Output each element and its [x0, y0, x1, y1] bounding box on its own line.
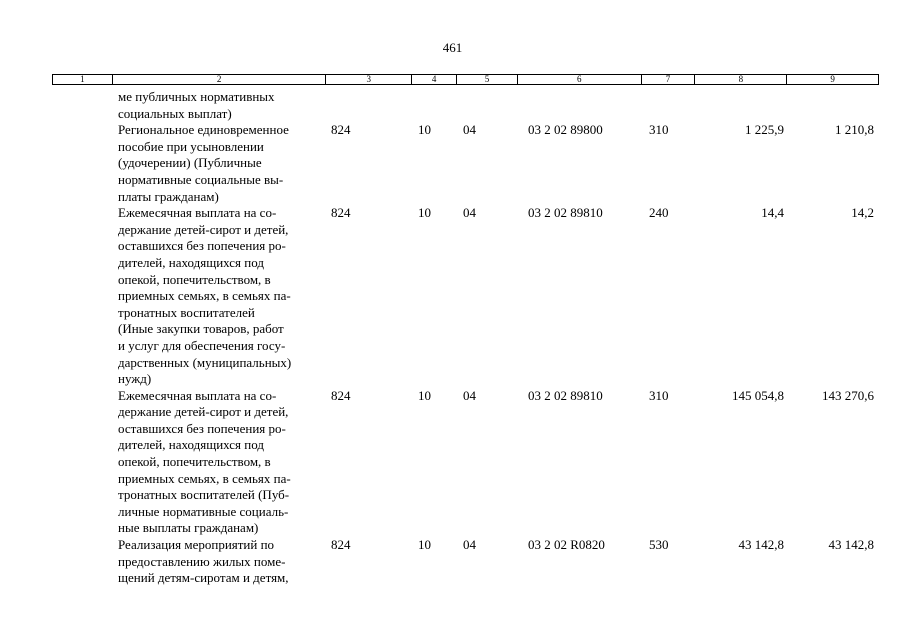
subsection-code: 04 — [463, 537, 476, 553]
amount-year-2: 1 210,8 — [835, 122, 874, 138]
row-name — [118, 537, 326, 587]
amount-year-1: 145 054,8 — [732, 387, 784, 403]
row-name-line: дителей, находящихся под — [118, 254, 264, 270]
column-header-3: 3 — [326, 75, 412, 84]
amount-year-2: 43 142,8 — [828, 537, 874, 553]
row-name-line: и услуг для обеспечения госу- — [118, 337, 286, 353]
ministry-code: 824 — [331, 205, 351, 221]
target-article-code: 03 2 02 89810 — [528, 205, 603, 221]
row-name-line: дителей, находящихся под — [118, 437, 264, 453]
row-name-line: держание детей-сирот и детей, — [118, 221, 289, 237]
column-number-header — [52, 74, 879, 85]
column-header-8: 8 — [695, 75, 787, 84]
subsection-code: 04 — [463, 205, 476, 221]
row-name — [118, 388, 326, 537]
row-name-line: нужд) — [118, 371, 152, 387]
amount-year-1: 43 142,8 — [738, 537, 784, 553]
row-name-line: оставшихся без попечения ро- — [118, 238, 286, 254]
target-article-code: 03 2 02 89810 — [528, 387, 603, 403]
row-name-line: ме публичных нормативных — [118, 89, 275, 104]
row-name — [118, 89, 326, 122]
row-name-line: социальных выплат) — [118, 105, 232, 121]
ministry-code: 824 — [331, 122, 351, 138]
row-name-line: предоставлению жилых поме- — [118, 553, 286, 569]
table-row — [0, 122, 905, 205]
row-name-line: ные выплаты гражданам) — [118, 520, 259, 536]
section-code: 10 — [418, 387, 431, 403]
page-number: 461 — [442, 40, 463, 55]
amount-year-2: 143 270,6 — [822, 387, 874, 403]
row-name-line: личные нормативные социаль- — [118, 503, 289, 519]
column-header-5: 5 — [457, 75, 518, 84]
expense-type-code: 530 — [649, 537, 669, 553]
table-row — [0, 89, 905, 122]
row-name-line: (удочерении) (Публичные — [118, 155, 262, 171]
row-name — [118, 205, 326, 388]
row-name-line: Ежемесячная выплата на со- — [118, 387, 277, 403]
amount-year-2: 14,2 — [851, 205, 874, 221]
row-name-line: приемных семьях, в семьях па- — [118, 470, 291, 486]
row-name-line: нормативные социальные вы- — [118, 171, 284, 187]
subsection-code: 04 — [463, 387, 476, 403]
section-code: 10 — [418, 122, 431, 138]
column-header-1: 1 — [53, 75, 113, 84]
expense-type-code: 310 — [649, 122, 669, 138]
row-name-line: щений детям-сиротам и детям, — [118, 570, 289, 586]
row-name-line: (Иные закупки товаров, работ — [118, 321, 284, 337]
column-header-7: 7 — [642, 75, 696, 84]
row-name-line: дарственных (муниципальных) — [118, 354, 292, 370]
row-name-line: тронатных воспитателей (Пуб- — [118, 487, 290, 503]
row-name — [118, 122, 326, 205]
row-name-line: Реализация мероприятий по — [118, 537, 275, 553]
row-name-line: опекой, попечительством, в — [118, 454, 271, 470]
table-row — [0, 388, 905, 537]
row-name-line: Ежемесячная выплата на со- — [118, 205, 277, 221]
row-name-line: платы гражданам) — [118, 188, 219, 204]
column-header-4: 4 — [412, 75, 457, 84]
amount-year-1: 14,4 — [761, 205, 784, 221]
expense-type-code: 310 — [649, 387, 669, 403]
row-name-line: держание детей-сирот и детей, — [118, 404, 289, 420]
section-code: 10 — [418, 205, 431, 221]
column-header-2: 2 — [113, 75, 326, 84]
row-name-line: Региональное единовременное — [118, 122, 289, 138]
column-header-9: 9 — [830, 75, 835, 84]
subsection-code: 04 — [463, 122, 476, 138]
target-article-code: 03 2 02 89800 — [528, 122, 603, 138]
target-article-code: 03 2 02 R0820 — [528, 537, 605, 553]
row-name-line: опекой, попечительством, в — [118, 271, 271, 287]
row-name-line: оставшихся без попечения ро- — [118, 420, 286, 436]
table-row — [0, 205, 905, 388]
column-header-6: 6 — [518, 75, 642, 84]
ministry-code: 824 — [331, 387, 351, 403]
budget-table-body — [0, 89, 905, 587]
amount-year-1: 1 225,9 — [745, 122, 784, 138]
section-code: 10 — [418, 537, 431, 553]
row-name-line: пособие при усыновлении — [118, 138, 264, 154]
table-row — [0, 537, 905, 587]
row-name-line: приемных семьях, в семьях па- — [118, 288, 291, 304]
expense-type-code: 240 — [649, 205, 669, 221]
ministry-code: 824 — [331, 537, 351, 553]
row-name-line: тронатных воспитателей — [118, 304, 255, 320]
